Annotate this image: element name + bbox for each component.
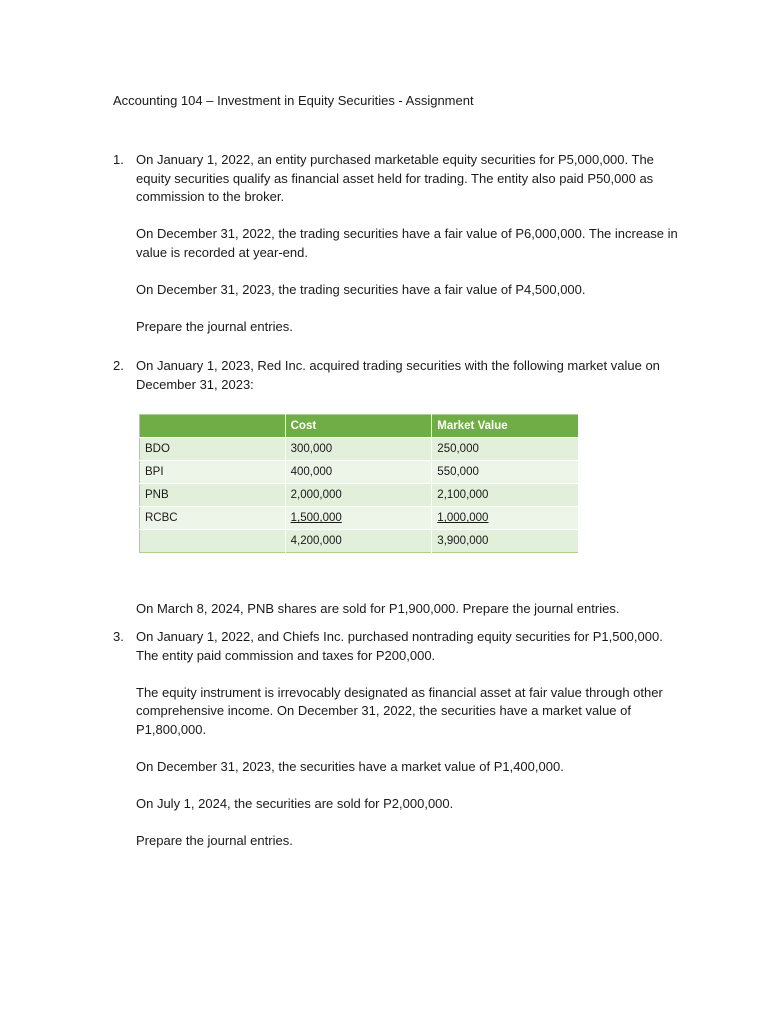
question-number: 2. [113, 358, 124, 373]
table-cell [140, 530, 286, 553]
question-2-followup: On March 8, 2024, PNB shares are sold for P1,900,000. Prepare the journal entries. [136, 601, 620, 616]
table-row [140, 484, 579, 507]
table-cell: 250,000 [432, 438, 579, 461]
table-cell: 1,000,000 [432, 507, 579, 530]
table-cell: PNB [140, 484, 286, 507]
table-cell: RCBC [140, 507, 286, 530]
question-2 [113, 357, 683, 394]
table-cell: 300,000 [285, 438, 432, 461]
table-cell: BDO [140, 438, 286, 461]
question-number: 3. [113, 629, 124, 644]
table-header-cell [140, 415, 286, 438]
document-title: Accounting 104 – Investment in Equity Securities - Assignment [113, 93, 474, 108]
table-row [140, 438, 579, 461]
question-1 [113, 151, 683, 336]
table-cell: 400,000 [285, 461, 432, 484]
table-cell: 3,900,000 [432, 530, 579, 553]
table-cell: 4,200,000 [285, 530, 432, 553]
question-paragraph: The equity instrument is irrevocably designated as financial asset at fair value through other comprehensive income. On December 31, 2022, the securities have a market value of P1,800,000. [136, 684, 663, 737]
table-row [140, 461, 579, 484]
table-cell: 1,500,000 [285, 507, 432, 530]
question-paragraph: On January 1, 2022, and Chiefs Inc. purchased nontrading equity securities for P1,500,000. The entity paid commission and taxes for P200,000. [136, 629, 663, 663]
question-paragraph: On July 1, 2024, the securities are sold for P2,000,000. [136, 795, 454, 811]
table-cell: 2,000,000 [285, 484, 432, 507]
securities-table [139, 414, 579, 553]
table-header-cell: Market Value [432, 415, 579, 438]
table-header-row [140, 415, 579, 438]
table-header-cell: Cost [285, 415, 432, 438]
question-paragraph: Prepare the journal entries. [136, 832, 293, 848]
question-paragraph: Prepare the journal entries. [136, 318, 293, 334]
question-paragraph: On January 1, 2023, Red Inc. acquired trading securities with the following market value on December 31, 2023: [136, 358, 660, 392]
question-paragraph: On December 31, 2023, the trading securities have a fair value of P4,500,000. [136, 281, 586, 297]
table-row [140, 507, 579, 530]
table-cell: 2,100,000 [432, 484, 579, 507]
table-total-row [140, 530, 579, 553]
question-paragraph: On December 31, 2023, the securities have a market value of P1,400,000. [136, 758, 564, 774]
question-paragraph: On December 31, 2022, the trading securities have a fair value of P6,000,000. The increase in value is recorded at year-end. [136, 226, 678, 260]
question-number: 1. [113, 152, 124, 167]
table-cell: BPI [140, 461, 286, 484]
table-cell: 550,000 [432, 461, 579, 484]
question-paragraph: On January 1, 2022, an entity purchased marketable equity securities for P5,000,000. The equity securities qualify as financial asset held for trading. The entity also paid P50,000 as commission to the broker. [136, 152, 654, 204]
question-3 [113, 628, 683, 850]
